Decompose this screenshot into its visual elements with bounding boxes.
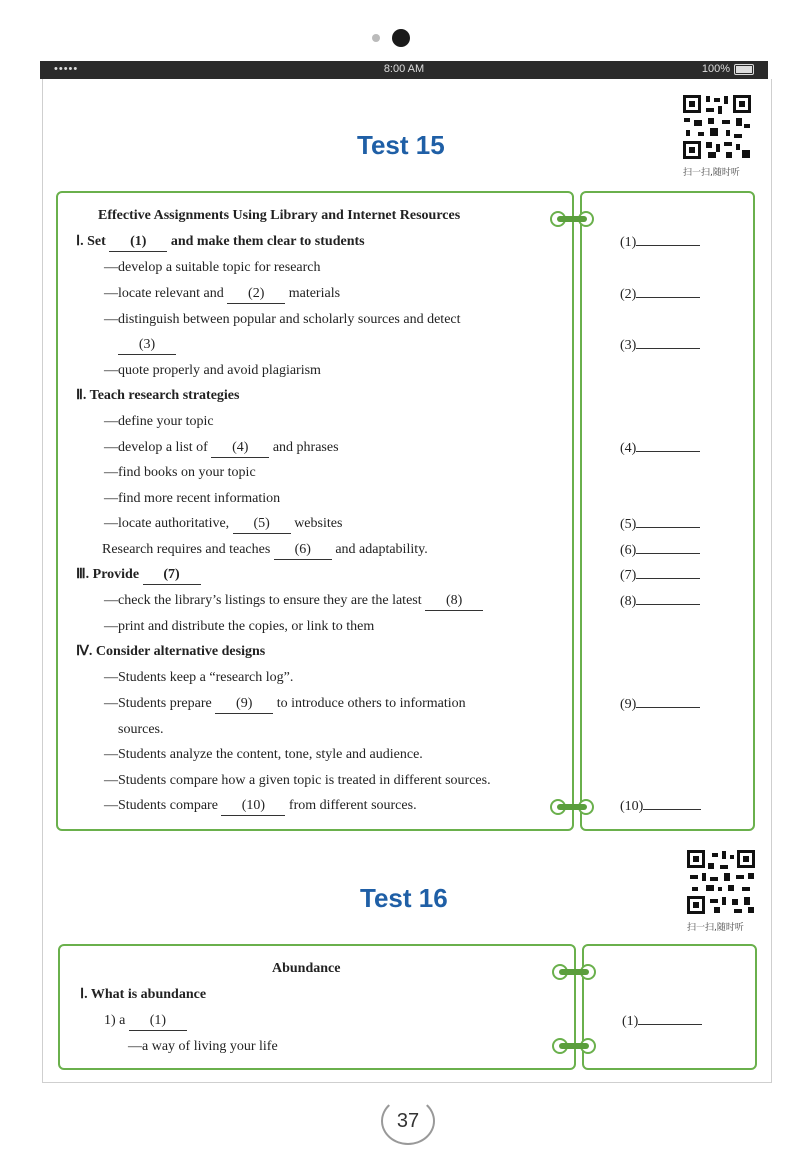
- line-text: —locate authoritative,: [104, 516, 230, 531]
- line-text: —Students compare: [104, 798, 218, 813]
- test16-heading: Abundance: [272, 961, 341, 976]
- answer-blank[interactable]: [636, 439, 700, 452]
- line-text: from different sources.: [288, 798, 417, 813]
- answer-line-5[interactable]: [620, 515, 700, 533]
- outline-line: —Students keep a “research log”.: [104, 670, 294, 685]
- section-numeral: Ⅱ.: [76, 388, 87, 403]
- test15-heading: Effective Assignments Using Library and Internet Resources: [98, 208, 461, 223]
- qr-caption: 扫一扫,随时听: [683, 168, 740, 178]
- status-bar: [40, 61, 768, 79]
- section-text: Provide: [92, 567, 140, 582]
- battery-indicator: [702, 63, 754, 75]
- answer-label: (1): [620, 235, 637, 250]
- blank-6: (6): [274, 541, 332, 560]
- answer-line-9[interactable]: [620, 695, 700, 713]
- blank-10: (10): [221, 797, 285, 816]
- blank-7: (7): [143, 566, 201, 585]
- sensor-dot: [372, 34, 380, 42]
- section-text: Consider alternative designs: [95, 644, 266, 659]
- outline-line: —Students analyze the content, tone, style and audience.: [104, 747, 423, 762]
- answer-blank[interactable]: [636, 336, 700, 349]
- outline-line: —Students compare how a given topic is treated in different sources.: [104, 773, 491, 788]
- section-numeral: Ⅰ.: [80, 987, 88, 1002]
- line-text: websites: [294, 516, 343, 531]
- section-2-title: [76, 387, 239, 405]
- section-1-title: [76, 233, 365, 252]
- line-text: —Students prepare: [104, 696, 212, 711]
- outline-line: [104, 1012, 187, 1031]
- answer-label: (4): [620, 441, 637, 456]
- outline-line: [104, 285, 340, 304]
- device-camera: [366, 29, 406, 47]
- answer-label: (6): [620, 543, 637, 558]
- outline-line: —a way of living your life: [128, 1039, 278, 1054]
- test15-title: Test 15: [357, 130, 445, 160]
- answer-line-4[interactable]: [620, 439, 700, 457]
- blank-8: (8): [425, 592, 483, 611]
- outline-line: sources.: [118, 722, 164, 737]
- blank-5: (5): [233, 515, 291, 534]
- outline-line: [104, 592, 483, 611]
- blank-3: (3): [118, 336, 176, 355]
- section-text: and make them clear to students: [170, 234, 365, 249]
- answer-line-8[interactable]: [620, 592, 700, 610]
- line-text: to introduce others to information: [276, 696, 466, 711]
- answer-blank[interactable]: [636, 592, 700, 605]
- answer-blank[interactable]: [643, 797, 701, 810]
- answer-label: (9): [620, 697, 637, 712]
- blank-4: (4): [211, 439, 269, 458]
- binder-ring-icon: [549, 209, 595, 229]
- outline-line: —distinguish between popular and scholarly sources and detect: [104, 312, 461, 327]
- answer-blank[interactable]: [636, 233, 700, 246]
- answer-blank[interactable]: [636, 285, 700, 298]
- outline-line: [104, 515, 342, 534]
- section-numeral: Ⅳ.: [76, 644, 93, 659]
- line-text: materials: [288, 286, 341, 301]
- qr-code-icon[interactable]: [686, 849, 756, 915]
- section-3-title: [76, 566, 201, 585]
- answer-line-1[interactable]: [622, 1012, 702, 1030]
- answer-blank[interactable]: [638, 1012, 702, 1025]
- blank-1: (1): [109, 233, 167, 252]
- binder-ring-icon: [551, 1036, 597, 1056]
- answer-blank[interactable]: [636, 695, 700, 708]
- outline-line: [104, 797, 417, 816]
- answer-label: (5): [620, 517, 637, 532]
- section-text: What is abundance: [90, 987, 207, 1002]
- answer-label: (1): [622, 1014, 639, 1029]
- section-4-title: [76, 643, 265, 661]
- outline-line: —develop a suitable topic for research: [104, 260, 321, 275]
- answer-line-3[interactable]: [620, 336, 700, 354]
- answer-blank[interactable]: [636, 566, 700, 579]
- line-text: —check the library’s listings to ensure they are the latest: [104, 593, 422, 608]
- line-text: and adaptability.: [335, 542, 428, 557]
- section-1-title: [80, 986, 206, 1004]
- line-text: —develop a list of: [104, 440, 208, 455]
- test16-title: Test 16: [360, 883, 448, 913]
- blank-1: (1): [129, 1012, 187, 1031]
- outline-line: —find more recent information: [104, 491, 281, 506]
- line-text: 1) a: [104, 1013, 126, 1028]
- answer-label: (8): [620, 594, 637, 609]
- answer-label: (10): [620, 799, 644, 814]
- answer-label: (3): [620, 338, 637, 353]
- qr-code-icon[interactable]: [682, 94, 752, 160]
- outline-line: [104, 695, 466, 714]
- outline-line: [104, 439, 339, 458]
- status-time: 8:00 AM: [383, 63, 425, 75]
- outline-line: —quote properly and avoid plagiarism: [104, 363, 321, 378]
- answer-line-10[interactable]: [620, 797, 701, 815]
- signal-icon: •••••: [54, 63, 79, 75]
- answer-label: (2): [620, 287, 637, 302]
- page-number: 37: [381, 1097, 435, 1145]
- binder-ring-icon: [551, 962, 597, 982]
- answer-label: (7): [620, 568, 637, 583]
- qr-caption: 扫一扫,随时听: [687, 923, 744, 933]
- answer-line-7[interactable]: [620, 566, 700, 584]
- outline-line: [118, 336, 176, 355]
- blank-2: (2): [227, 285, 285, 304]
- line-text: Research requires and teaches: [102, 542, 271, 557]
- answer-line-2[interactable]: [620, 285, 700, 303]
- section-text: Teach research strategies: [89, 388, 240, 403]
- test16-answer-panel: [582, 944, 757, 1070]
- answer-blank[interactable]: [636, 515, 700, 528]
- outline-line: —define your topic: [104, 414, 214, 429]
- outline-line: —find books on your topic: [104, 465, 256, 480]
- outline-line: —print and distribute the copies, or link to them: [104, 619, 375, 634]
- section-numeral: Ⅰ.: [76, 234, 84, 249]
- outline-line: [102, 541, 428, 560]
- answer-blank[interactable]: [636, 541, 700, 554]
- line-text: and phrases: [272, 440, 339, 455]
- section-numeral: Ⅲ.: [76, 567, 90, 582]
- answer-line-6[interactable]: [620, 541, 700, 559]
- battery-icon: [734, 64, 754, 75]
- blank-9: (9): [215, 695, 273, 714]
- camera-lens: [392, 29, 410, 47]
- battery-percent: 100%: [701, 63, 730, 75]
- section-text: Set: [87, 234, 106, 249]
- answer-line-1[interactable]: [620, 233, 700, 251]
- binder-ring-icon: [549, 797, 595, 817]
- line-text: —locate relevant and: [104, 286, 224, 301]
